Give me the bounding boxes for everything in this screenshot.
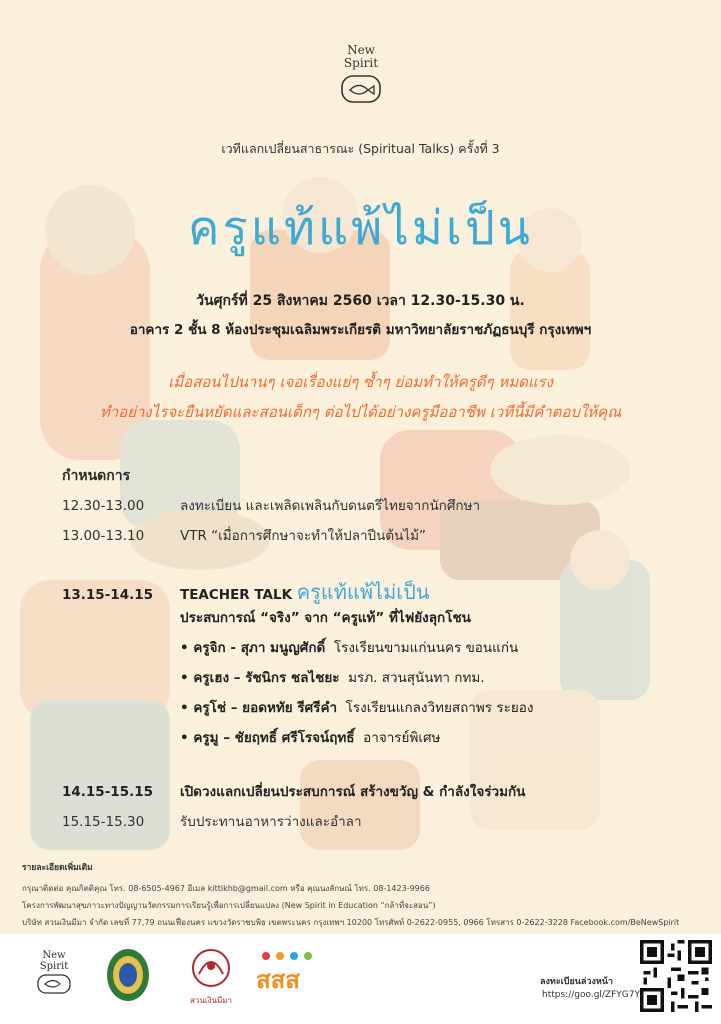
teacher-talk-label: TEACHER TALK <box>180 587 293 603</box>
footer-address: บริษัท สวนเงินมีมา จำกัด เลขที่ 77,79 ถนนเฟื่องนคร แขวงวัดราชบพิธ เขตพระนคร กรุงเทพฯ 10200 โทรศัพท์ 0-2622-0955, 0966 โทรสาร 0-2622-3228 Facebook.com/BeNewSpirit <box>22 918 680 927</box>
speaker-org: มรภ. สวนสุนันทา กทม. <box>348 670 485 686</box>
schedule-row <box>62 494 480 516</box>
schedule-row <box>62 524 426 546</box>
fish-bowl-icon <box>330 70 392 110</box>
schedule-desc: เปิดวงแลกเปลี่ยนประสบการณ์ สร้างขวัญ & กำลังใจร่วมกัน <box>180 784 526 800</box>
partner-label: สวนเงินมีมา <box>190 996 232 1005</box>
speaker-item <box>180 696 533 718</box>
speaker-org: อาจารย์พิเศษ <box>363 730 441 746</box>
footer-contact: กรุณาติดต่อ คุณกิตติคุณ โทร. 08-6505-4967 อีเมล kittikhb@gmail.com หรือ คุณนงลักษณ์ โทร. 08-1423-9966 <box>22 884 430 893</box>
speaker-item <box>180 726 440 748</box>
speaker-org: โรงเรียนขามแก่นนคร ขอนแก่น <box>333 640 519 656</box>
footer-project: โครงการพัฒนาสุขภาวะทางปัญญานวัตกรรมการเรียนรู้เพื่อการเปลี่ยนแปลง (New Spirit in Education “กล้าที่จะสอน”) <box>22 901 436 910</box>
tagline-line-1: เมื่อสอนไปนานๆ เจอเรื่องแย่ๆ ซ้ำๆ ย่อมทำให้ครูดีๆ หมดแรง <box>168 373 553 391</box>
speaker-name: • ครูโช่ – ยอดหทัย รีศรีคำ <box>180 700 338 716</box>
new-spirit-logo <box>330 44 392 124</box>
schedule-time: 15.15-15.30 <box>62 814 145 830</box>
logo-line-2: Spirit <box>39 961 69 972</box>
speaker-name: • ครูเฮง – รัชนิกร ชลไชยะ <box>180 670 340 686</box>
university-seal-icon <box>104 946 152 1004</box>
fish-bowl-icon <box>30 972 78 996</box>
qr-code-icon[interactable] <box>640 940 712 1012</box>
schedule-time: 13.00-13.10 <box>62 528 145 544</box>
speaker-name: • ครูจิก - สุภา มนูญศักดิ์ <box>180 640 326 656</box>
stars-icon <box>256 949 316 963</box>
logo-line-1: New <box>42 950 66 961</box>
tagline-line-2: ทำอย่างไรจะยืนหยัดและสอนเด็กๆ ต่อไปได้อย่างครูมืออาชีพ เวทีนี้มีคำตอบให้คุณ <box>99 403 622 421</box>
schedule-desc: รับประทานอาหารว่างและอำลา <box>180 814 362 830</box>
teacher-talk-row <box>62 576 430 608</box>
logo-line-2: Spirit <box>343 56 379 70</box>
schedule-desc: VTR “เมื่อการศึกษาจะทำให้ปลาปีนต้นไม้” <box>180 528 427 544</box>
suan-ngern-mee-ma-logo <box>184 946 238 1007</box>
register-label: ลงทะเบียนล่วงหน้า <box>540 977 613 987</box>
sss-label: สสส <box>256 966 300 994</box>
teacher-talk-intro: ประสบการณ์ “จริง” จาก “ครูแท้” ที่ไฟยังลุกโชน <box>180 610 471 626</box>
footer-heading: รายละเอียดเพิ่มเติม <box>22 863 93 873</box>
speaker-name: • ครูมู – ชัยฤทธิ์ ศรีโรจน์ฤทธิ์ <box>180 730 355 746</box>
schedule-desc: ลงทะเบียน และเพลิดเพลินกับดนตรีไทยจากนักศึกษา <box>180 498 481 514</box>
page-title: ครูแท้แพ้ไม่เป็น <box>188 201 533 256</box>
event-venue: อาคาร 2 ชั้น 8 ห้องประชุมเฉลิมพระเกียรติ มหาวิทยาลัยราชภัฏธนบุรี กรุงเทพฯ <box>129 322 592 338</box>
new-spirit-footer-logo <box>30 950 78 1000</box>
speaker-org: โรงเรียนแกลงวิทยสถาพร ระยอง <box>345 700 534 716</box>
fan-emblem-icon <box>184 946 238 990</box>
schedule-time: 12.30-13.00 <box>62 498 145 514</box>
schedule-row <box>62 780 525 802</box>
thaihealth-logo <box>256 948 316 993</box>
event-subtitle: เวทีแลกเปลี่ยนสาธารณะ (Spiritual Talks) ครั้งที่ 3 <box>221 141 500 156</box>
logo-line-1: New <box>347 43 375 57</box>
teacher-talk-tag: ครูแท้แพ้ไม่เป็น <box>296 580 430 604</box>
schedule-time: 14.15-15.15 <box>62 784 154 800</box>
event-datetime: วันศุกร์ที่ 25 สิงหาคม 2560 เวลา 12.30-15.30 น. <box>196 293 525 309</box>
register-url[interactable]: https://goo.gl/ZFYG7Y <box>542 990 640 1000</box>
speaker-item <box>180 636 518 658</box>
schedule-time: 13.15-14.15 <box>62 587 154 603</box>
speaker-item <box>180 666 485 688</box>
schedule-heading: กำหนดการ <box>62 468 131 484</box>
schedule-row <box>62 810 362 832</box>
